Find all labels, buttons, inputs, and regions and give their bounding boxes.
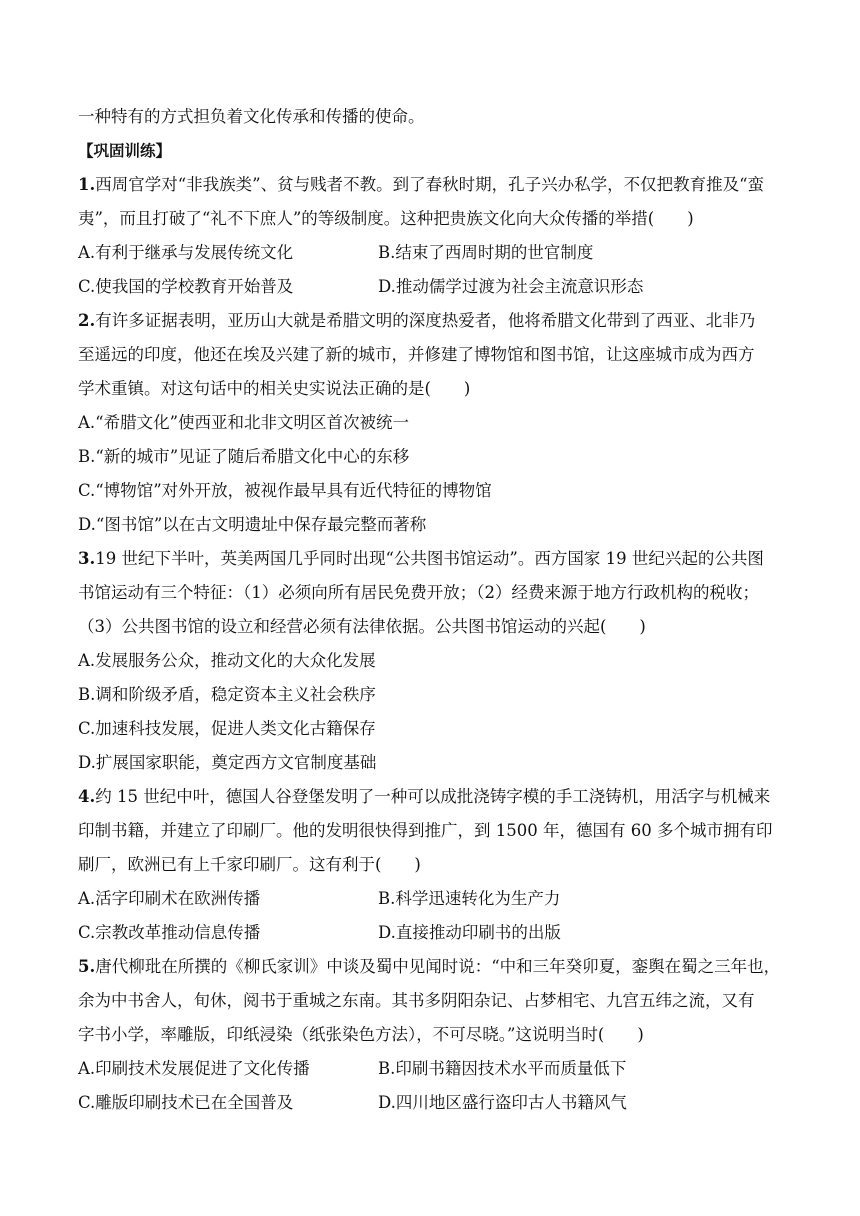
question-3-line-1 xyxy=(78,542,784,576)
option-b: B.调和阶级矛盾，稳定资本主义社会秩序 xyxy=(78,685,376,704)
options-row xyxy=(78,1086,784,1120)
question-5 xyxy=(78,950,784,1120)
document-page xyxy=(78,100,784,1120)
question-text: 至遥远的印度，他还在埃及兴建了新的城市，并修建了博物馆和图书馆，让这座城市成为西方 xyxy=(78,345,755,364)
question-text: 余为中书舍人，旬休，阅书于重城之东南。其书多阴阳杂记、占梦相宅、九宫五纬之流，又有 xyxy=(78,991,755,1010)
question-1 xyxy=(78,168,784,304)
question-number: 3. xyxy=(78,549,96,568)
option-d: D.四川地区盛行盗印古人书籍风气 xyxy=(378,1093,627,1112)
option-c: C.使我国的学校教育开始普及 xyxy=(78,277,294,296)
option-a: A.印刷技术发展促进了文化传播 xyxy=(78,1059,310,1078)
question-2 xyxy=(78,304,784,542)
question-3 xyxy=(78,542,784,780)
option-a: A.活字印刷术在欧洲传播 xyxy=(78,889,261,908)
question-text: 有许多证据表明，亚历山大就是希腊文明的深度热爱者，他将希腊文化带到了西亚、北非乃 xyxy=(95,311,756,330)
options-row xyxy=(78,882,784,916)
question-text: 19 世纪下半叶，英美两国几乎同时出现“公共图书馆运动”。西方国家 19 世纪兴起的公共图 xyxy=(95,549,764,568)
option-b: B.“新的城市”见证了随后希腊文化中心的东移 xyxy=(78,447,410,466)
intro-tail-text: 一种特有的方式担负着文化传承和传播的使命。 xyxy=(78,107,425,126)
options-row xyxy=(78,236,784,270)
option-d: D.推动儒学过渡为社会主流意识形态 xyxy=(378,277,644,296)
question-text: 西周官学对“非我族类”、贫与贱者不教。到了春秋时期，孔子兴办私学，不仅把教育推及“蛮 xyxy=(95,175,765,194)
question-1-line-1 xyxy=(78,168,784,202)
option-c: C.宗教改革推动信息传播 xyxy=(78,923,261,942)
option-a: A.“希腊文化”使西亚和北非文明区首次被统一 xyxy=(78,413,410,432)
question-text: 夷”，而且打破了“礼不下庶人”的等级制度。这种把贵族文化向大众传播的举措( ) xyxy=(78,209,694,228)
option-c: C.“博物馆”对外开放，被视作最早具有近代特征的博物馆 xyxy=(78,481,492,500)
option-a: A.有利于继承与发展传统文化 xyxy=(78,243,294,262)
option-d: D.直接推动印刷书的出版 xyxy=(378,923,561,942)
question-number: 1. xyxy=(78,175,96,194)
question-text: （3）公共图书馆的设立和经营必须有法律依据。公共图书馆运动的兴起( ) xyxy=(78,617,646,636)
option-b: B.科学迅速转化为生产力 xyxy=(378,889,561,908)
question-text: 约 15 世纪中叶，德国人谷登堡发明了一种可以成批浇铸字模的手工浇铸机，用活字与机械来 xyxy=(95,787,771,806)
section-title: 【巩固训练】 xyxy=(78,142,172,160)
question-text: 印制书籍，并建立了印刷厂。他的发明很快得到推广，到 1500 年，德国有 60 多个城市拥有印 xyxy=(78,821,773,840)
option-b: B.印刷书籍因技术水平而质量低下 xyxy=(378,1059,627,1078)
option-b: B.结束了西周时期的世官制度 xyxy=(378,243,594,262)
question-number: 4. xyxy=(78,787,96,806)
option-d: D.“图书馆”以在古文明遗址中保存最完整而著称 xyxy=(78,515,427,534)
option-c: C.雕版印刷技术已在全国普及 xyxy=(78,1093,294,1112)
question-4-line-1 xyxy=(78,780,784,814)
option-c: C.加速科技发展，促进人类文化古籍保存 xyxy=(78,719,376,738)
question-text: 刷厂，欧洲已有上千家印刷厂。这有利于( ) xyxy=(78,855,421,874)
question-text: 学术重镇。对这句话中的相关史实说法正确的是( ) xyxy=(78,379,471,398)
options-row xyxy=(78,270,784,304)
option-d: D.扩展国家职能，奠定西方文官制度基础 xyxy=(78,753,377,772)
options-row xyxy=(78,916,784,950)
question-text: 书馆运动有三个特征：（1）必须向所有居民免费开放；（2）经费来源于地方行政机构的税收； xyxy=(78,583,759,602)
option-a: A.发展服务公众，推动文化的大众化发展 xyxy=(78,651,376,670)
options-row xyxy=(78,1052,784,1086)
question-5-line-1 xyxy=(78,950,784,984)
question-text: 字书小学，率雕版，印纸浸染（纸张染色方法），不可尽晓。”这说明当时( ) xyxy=(78,1025,644,1044)
question-number: 2. xyxy=(78,311,96,330)
question-text: 唐代柳玭在所撰的《柳氏家训》中谈及蜀中见闻时说：“中和三年癸卯夏，銮舆在蜀之三年也， xyxy=(95,957,781,976)
question-2-line-1 xyxy=(78,304,784,338)
question-4 xyxy=(78,780,784,950)
question-number: 5. xyxy=(78,957,96,976)
